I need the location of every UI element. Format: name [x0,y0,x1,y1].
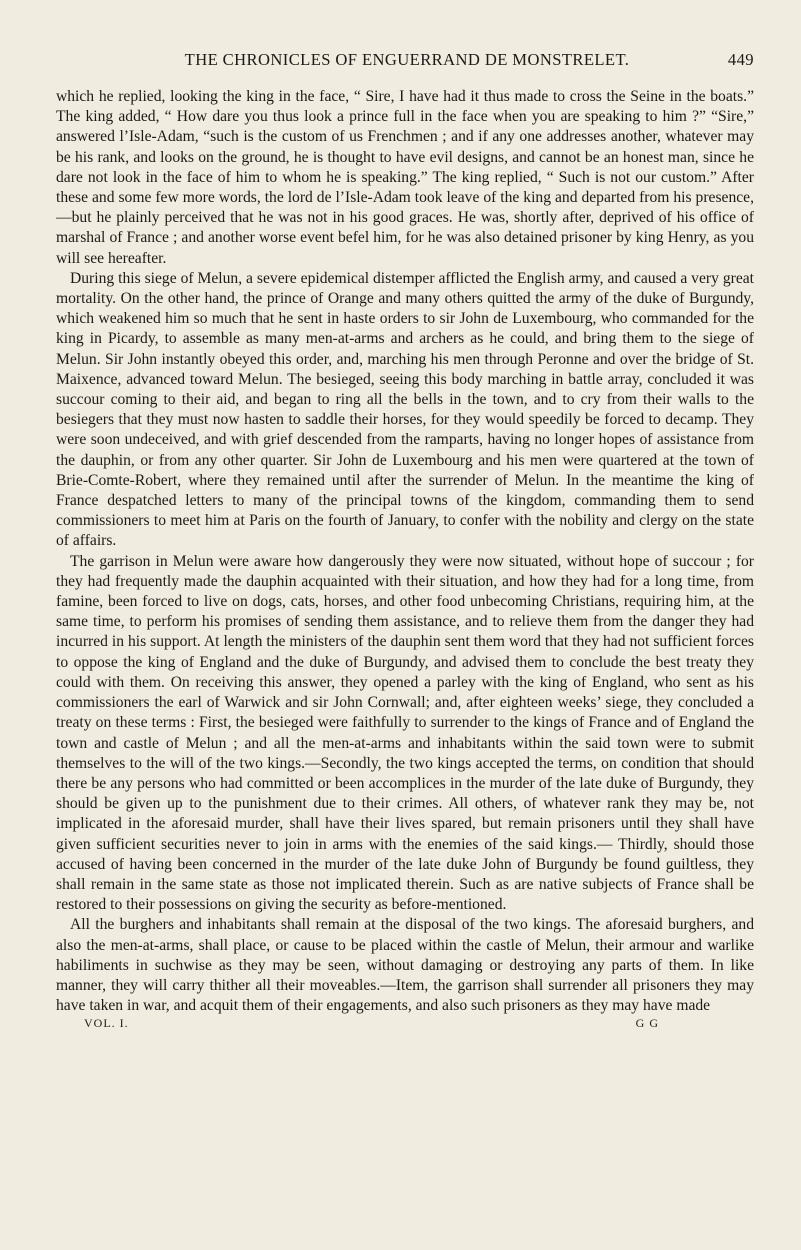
volume-label: VOL. I. [84,1016,129,1031]
paragraph: which he replied, looking the king in the face, “ Sire, I have had it thus made to cross the Seine in the boats.” The king added, “ How dare you thus look a prince full in the face when you are speaking to him ?” “Sire,” answered l’Isle-Adam, “such is the custom of us Frenchmen ; and if any one addresses another, whatever may be his rank, and looks on the ground, he is thought to have evil designs, and cannot be an honest man, since he dare not look in the face of him to whom he is speaking.” The king replied, “ Such is not our custom.” After these and some few more words, the lord de l’Isle-Adam took leave of the king and departed from his presence,—but he plainly perceived that he was not in his good graces. He was, shortly after, deprived of his office of marshal of France ; and another worse event befel him, for he was also detained prisoner by king Henry, as you will see hereafter. [56,88,754,267]
running-head-title: THE CHRONICLES OF ENGUERRAND DE MONSTRELET. [184,50,630,69]
running-head [56,50,754,70]
book-page [56,50,754,1220]
page-number: 449 [727,50,754,69]
signature-mark: G G [635,1016,659,1031]
paragraph: During this siege of Melun, a severe epidemical distemper afflicted the English army, and caused a very great mortality. On the other hand, the prince of Orange and many others quitted the army of the duke of Burgundy, which weakened him so much that he sent in haste orders to sir John de Luxembourg, who commanded for the king in Picardy, to assemble as many men-at-arms and archers as he could, and bring them to the siege of Melun. Sir John instantly obeyed this order, and, marching his men through Peronne and over the bridge of St. Maixence, advanced toward Melun. The besieged, seeing this body marching in battle array, concluded it was succour coming to their aid, and began to ring all the bells in the town, and to cry from their walls to the besiegers that they must now hasten to saddle their horses, for they would speedily be forced to decamp. They were soon undeceived, and with grief descended from the ramparts, having no longer hopes of assistance from the dauphin, or from any other quarter. Sir John de Luxembourg and his men were quartered at the town of Brie-Comte-Robert, where they remained until after the surrender of Melun. In the meantime the king of France despatched letters to many of the principal towns of the kingdom, commanding them to send commissioners to meet him at Paris on the fourth of January, to confer with the nobility and clergy on the state of affairs. [56,269,754,550]
paragraph: The garrison in Melun were aware how dangerously they were now situated, without hope of succour ; for they had frequently made the dauphin acquainted with their situation, and how they had for a long time, from famine, been forced to live on dogs, cats, horses, and other food unbecoming Christians, requiring him, at the same time, to perform his promises of sending them assistance, and to relieve them from the danger they had incurred in his support. At length the ministers of the dauphin sent them word that they had not sufficient forces to oppose the king of England and the duke of Burgundy, and advised them to conclude the best treaty they could with them. On receiving this answer, they opened a parley with the king of England, who sent as his commissioners the earl of Warwick and sir John Cornwall; and, after eighteen weeks’ siege, they concluded a treaty on these terms : First, the besieged were faithfully to surrender to the kings of France and of England the town and castle of Melun ; and all the men-at-arms and inhabitants within the said town were to submit themselves to the will of the two kings.—Secondly, the two kings accepted the terms, on condition that should there be any persons who had committed or been accomplices in the murder of the late duke of Burgundy, they should be given up to the punishment due to their crimes. All others, of whatever rank they may be, not implicated in the aforesaid murder, shall have their lives spared, but remain prisoners until they shall have given sufficient securities never to join in arms with the enemies of the said kings.— Thirdly, should those accused of having been concerned in the murder of the late duke John of Burgundy be found guiltless, they shall remain in the same state as those not implicated therein. Such as are native subjects of France shall be restored to their possessions on giving the security as before-mentioned. [56,552,754,914]
body-text [56,87,754,1016]
paragraph: All the burghers and inhabitants shall remain at the disposal of the two kings. The aforesaid burghers, and also the men-at-arms, shall place, or cause to be placed within the castle of Melun, their armour and warlike habiliments in suchwise as they may be seen, without damaging or destroying any parts of them. In like manner, they will carry thither all their moveables.—Item, the garrison shall surrender all prisoners they may have taken in war, and acquit them of their engagements, and also such prisoners as they may have made [56,916,754,1015]
page-footer [56,1016,754,1031]
